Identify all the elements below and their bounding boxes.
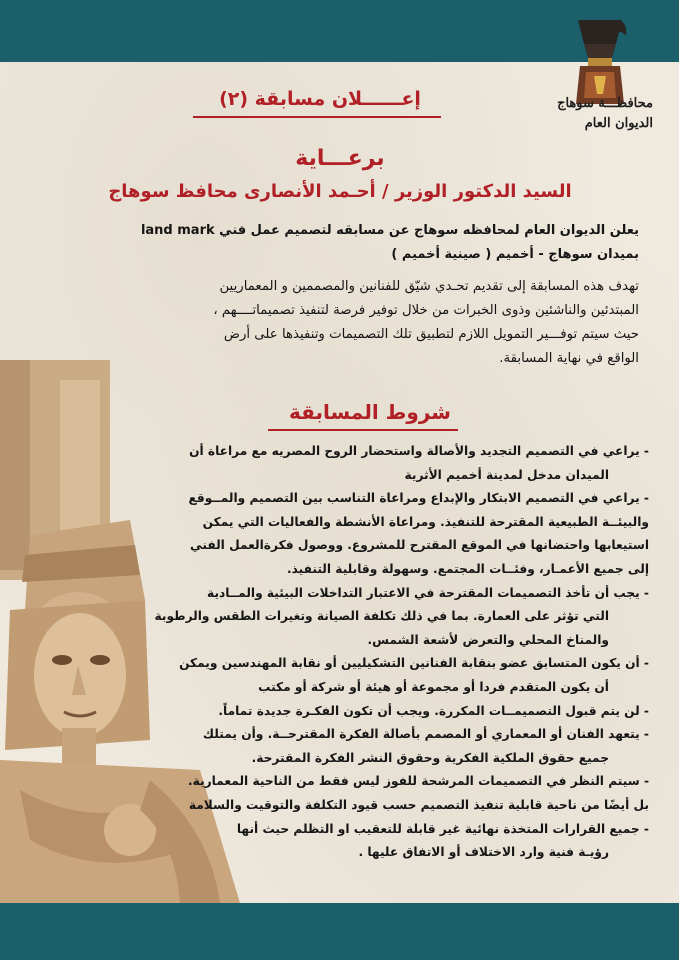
condition-line: إلى جميع الأعمـار، وفئــات المجتمع. وسهولة وقابلية التنفيذ. [286, 561, 649, 576]
intro-line: يعلن الديوان العام لمحافظه سوهاج عن مسابقه لتصميم عمل فني land mark [140, 223, 639, 238]
condition-line: الميدان مدخل لمدينة أخميم الأثرية [404, 467, 609, 482]
goal-line: المبتدئين والناشئين وذوى الخبرات من خلال توفير فرصة لتنفيذ تصميماتــــهم ، [213, 303, 639, 318]
condition-line: - أن يكون المتسابق عضو بنقابة الفنانين التشكيليين أو نقابة المهندسين ويمكن [179, 656, 649, 671]
condition-line: - يجب أن تأخذ التصميمات المقترحة في الاعتبار التداخلات البيئية والمــادية [207, 585, 649, 600]
condition-line: - يراعي في التصميم التجديد والأصالة واستحضار الروح المصريه مع مراعاة أن [189, 444, 649, 458]
goal-line: حيث سيتم توفـــير التمويل اللازم لتطبيق تلك التصميمات وتنفيذها على أرض [223, 327, 639, 342]
announcement-title: إعــــــلان مسابقة (٢) [219, 88, 421, 110]
condition-line: - جميع القرارات المتخذة نهائية غير قابلة للتعقيب او التظلم حيث أنها [236, 821, 649, 836]
condition-line: - يتعهد الفنان أو المعماري أو المصمم بأصالة الفكرة المقترحــة. وأن يمتلك [202, 727, 649, 742]
condition-line: أن يكون المتقدم فردا أو مجموعة أو هيئة أو شركة أو مكتب [258, 679, 609, 694]
bottom-band [0, 903, 679, 960]
condition-line: بل أيضًا من ناحية قابلية تنفيذ التصميم حسب قيود التكلفة والتوقيت والسلامة [188, 797, 649, 812]
intro-line: بميدان سوهاج - أخميم ( صينية أخميم ) [391, 247, 639, 262]
goal-line: تهدف هذه المسابقة إلى تقديم تحـدي شيّق للفنانين والمصممين و المعماريين [219, 279, 639, 294]
condition-line: - سيتم النظر في التصميمات المرشحة للفوز ليس فقط من الناحية المعمارية. [188, 774, 649, 789]
governorate-header [557, 94, 653, 134]
conditions-underline [268, 429, 458, 431]
sponsor-label: برعـــاية [295, 146, 385, 171]
condition-line: والبيئــة الطبيعية المقترحة للتنفيذ. ومراعاة الأنشطة والفعاليات التي يمكن [202, 514, 649, 529]
goal-line: الواقع في نهاية المسابقة. [499, 351, 639, 366]
condition-line: استيعابها واحتضانها في الموقع المقترح للمشروع. ووصول فكرةالعمل الفني [190, 538, 649, 553]
conditions-title: شروط المسابقة [289, 400, 451, 424]
conditions-list [155, 440, 650, 865]
condition-line: التي تؤثر على العمارة. بما في ذلك تكلفة الصيانة وتغيرات الطقس والرطوبة [154, 609, 609, 624]
title-underline [193, 116, 441, 118]
sponsor-name: السيد الدكتور الوزير / أحـمد الأنصارى محافظ سوهاج [108, 181, 572, 202]
goal-paragraph [213, 275, 639, 371]
office-name: الديوان العام [584, 116, 653, 131]
condition-line: رؤيـة فنية وارد الاختلاف أو الاتفاق عليها . [358, 845, 609, 860]
governorate-name: محافظـــة سوهاج [557, 96, 653, 111]
condition-line: جميع حقوق الملكية الفكرية وحقوق النشر الفكرة المقترحة. [251, 750, 609, 765]
condition-line: - يراعي في التصميم الابتكار والإبداع ومراعاة التناسب بين التصميم والمــوقع [188, 491, 649, 506]
condition-line: - لن يتم قبول التصميمــات المكررة. ويجب أن تكون الفكـرة جديدة تماماً. [218, 703, 649, 718]
intro-paragraph [141, 219, 639, 267]
condition-line: والمناخ المحلي والتعرض لأشعة الشمس. [367, 632, 609, 647]
